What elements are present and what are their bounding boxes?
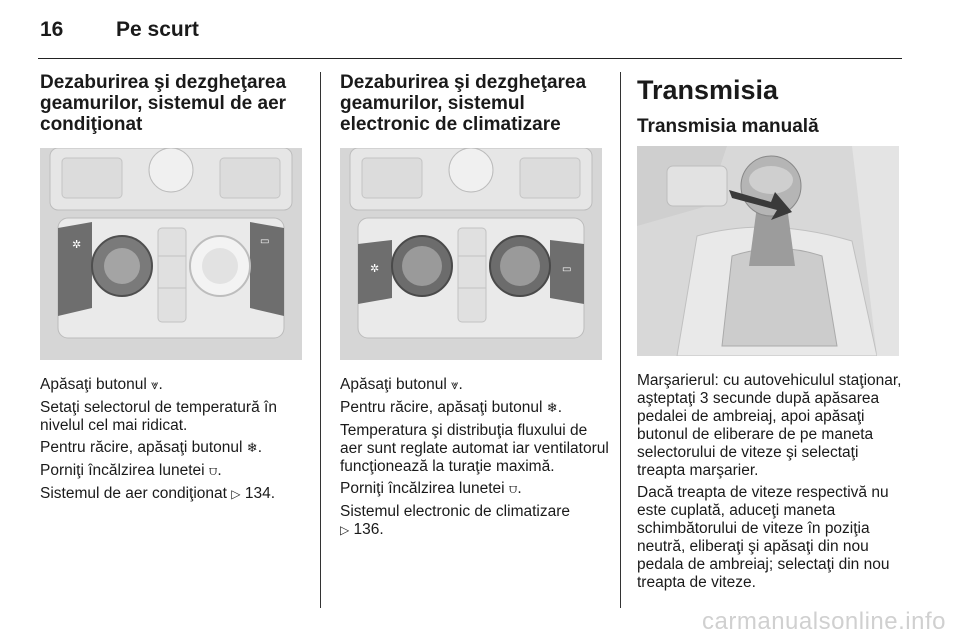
- ac-step-4: Porniţi încălzirea lunetei ⩌.: [40, 462, 222, 479]
- svg-text:▭: ▭: [562, 264, 572, 275]
- snowflake-ac-icon: ❄: [246, 441, 258, 456]
- snowflake-ac-icon: ❄: [546, 401, 558, 416]
- rear-window-heating-icon: ⩌: [208, 464, 218, 479]
- page-section-title: Pe scurt: [116, 18, 199, 41]
- ac-control-panel-image: [40, 148, 302, 360]
- reverse-gear-text: Marşarierul: cu autovehiculul staţionar, aşteptaţi 3 secunde după apăsarea pedalei de ambreiaj, apoi apăsaţi butonul de eliberare de pe maneta selectorului de viteze şi selectaţi treapta marşarier.: [637, 372, 902, 479]
- climate-instructions: [340, 376, 612, 543]
- climate-reference: Sistemul electronic de climatizare ▷ 136.: [340, 503, 571, 538]
- ac-reference: Sistemul de aer condiţionat ▷ 134.: [40, 485, 275, 502]
- ac-step-2: Setaţi selectorul de temperatură în nivelul cel mai ridicat.: [40, 399, 277, 434]
- rear-window-heating-icon: ⩌: [508, 482, 518, 497]
- page-number: 16: [40, 18, 64, 41]
- section-title-climate: Dezaburirea şi dezgheţarea geamurilor, sistemul electronic de climatizare: [340, 72, 587, 135]
- section-title-ac: Dezaburirea şi dezgheţarea geamurilor, sistemul de aer condiţionat: [40, 72, 287, 135]
- column-divider: [620, 72, 621, 608]
- column-climate: [340, 72, 605, 135]
- svg-text:✲: ✲: [72, 238, 82, 251]
- header-rule: [38, 58, 902, 59]
- column-transmission: [637, 72, 902, 142]
- climate-step-3: Temperatura şi distribuţia fluxului de aer sunt reglate automat iar ventilatorul funcţionează la turaţie maximă.: [340, 422, 609, 475]
- gear-not-engaged-text: Dacă treapta de viteze respectivă nu este cuplată, aduceţi maneta schimbătorului de viteze în poziţia neutră, eliberaţi şi apăsaţi din nou pedala de ambreiaj; selectaţi din nou treapta de viteze.: [637, 484, 890, 591]
- windscreen-defrost-icon: ⩔: [151, 378, 159, 393]
- climate-control-panel-image: [340, 148, 602, 360]
- climate-step-1: Apăsaţi butonul ⩔.: [340, 376, 463, 393]
- section-title-transmission: Transmisia: [637, 75, 779, 105]
- ac-step-3: Pentru răcire, apăsaţi butonul ❄.: [40, 439, 263, 456]
- climate-step-4: Porniţi încălzirea lunetei ⩌.: [340, 480, 522, 497]
- page-reference-arrow-icon: ▷: [340, 523, 350, 537]
- column-ac: [40, 72, 305, 135]
- subsection-title-manual: Transmisia manuală: [637, 116, 819, 137]
- watermark: carmanualsonline.info: [702, 608, 946, 635]
- svg-text:✲: ✲: [370, 262, 380, 275]
- transmission-instructions: [637, 372, 905, 596]
- column-divider: [320, 72, 321, 608]
- gear-shift-image: [637, 146, 899, 356]
- svg-text:▭: ▭: [260, 236, 270, 247]
- windscreen-defrost-icon: ⩔: [451, 378, 459, 393]
- page-reference-arrow-icon: ▷: [231, 487, 241, 501]
- ac-step-1: Apăsaţi butonul ⩔.: [40, 376, 163, 393]
- ac-instructions: [40, 376, 310, 507]
- climate-step-2: Pentru răcire, apăsaţi butonul ❄.: [340, 399, 563, 416]
